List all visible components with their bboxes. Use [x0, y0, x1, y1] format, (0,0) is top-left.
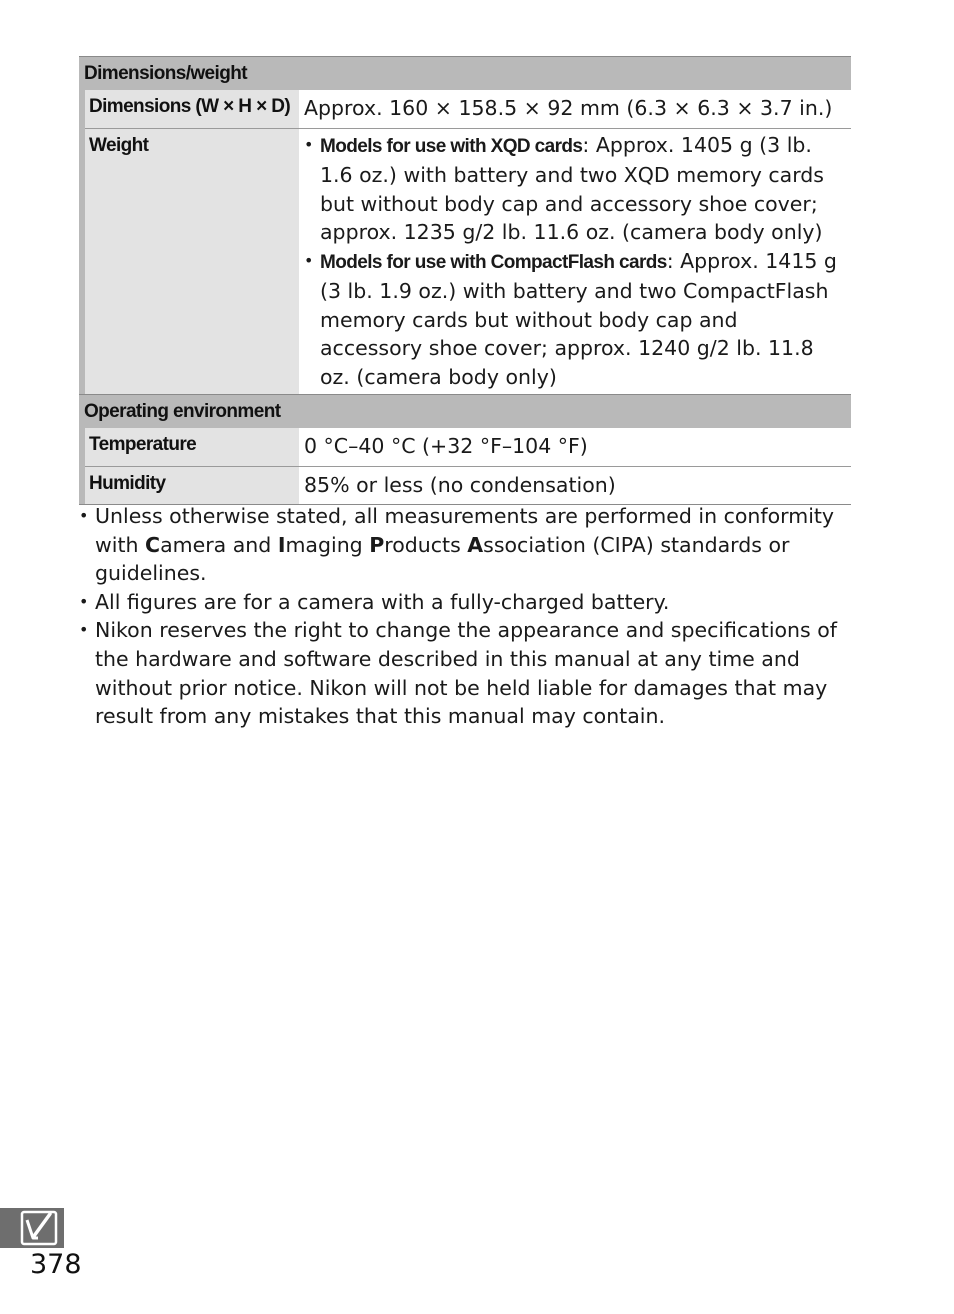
spec-value: 85% or less (no condensation)	[299, 466, 851, 505]
spec-row-weight	[79, 128, 851, 396]
dimensions-weight-table	[79, 56, 851, 396]
list-item	[304, 247, 845, 392]
spec-label: Temperature	[85, 428, 299, 466]
page-number: 378	[30, 1249, 82, 1280]
list-item: • Unless otherwise stated, all measurements are performed in conformity with Camera and Imaging Products Association (CIPA) standards or guidelines.	[79, 502, 851, 588]
spec-label: Dimensions (W × H × D)	[85, 90, 299, 128]
notes-list	[79, 502, 851, 731]
section-header-dimensions	[79, 57, 851, 91]
spec-label: Humidity	[85, 466, 299, 505]
technical-notes-icon-graphic	[0, 1208, 64, 1248]
spec-value: 0 °C–40 °C (+32 °F–104 °F)	[299, 428, 851, 466]
spec-row-temperature	[79, 428, 851, 466]
section-title: Operating environment	[79, 395, 851, 429]
spec-row-dimensions	[79, 90, 851, 128]
list-item	[304, 131, 845, 247]
weight-list	[304, 131, 845, 392]
spec-label: Weight	[85, 128, 299, 396]
spec-value	[299, 128, 851, 396]
spec-value: Approx. 160 × 158.5 × 92 mm (6.3 × 6.3 × 3.7 in.)	[299, 90, 851, 128]
item-text: : Approx. 1405 g (3 lb. 1.6 oz.) with battery and two XQD memory cards but without body cap and accessory shoe cover; approx. 1235 g/2 lb. 11.6 oz. (camera body only)	[320, 132, 824, 244]
item-text: : Approx. 1415 g (3 lb. 1.9 oz.) with battery and two CompactFlash memory cards but without body cap and accessory shoe cover; approx. 1240 g/2 lb. 11.8 oz. (camera body only)	[320, 248, 837, 389]
item-lead: Models for use with CompactFlash cards	[320, 251, 667, 273]
technical-notes-icon	[0, 1208, 64, 1248]
operating-environment-table	[79, 394, 851, 505]
spec-row-humidity	[79, 466, 851, 505]
list-item: • All figures are for a camera with a fully-charged battery.	[79, 588, 851, 617]
section-header-environment	[79, 395, 851, 429]
item-lead: Models for use with XQD cards	[320, 135, 583, 157]
section-title: Dimensions/weight	[79, 57, 851, 91]
list-item: • Nikon reserves the right to change the appearance and specifications of the hardware and software described in this manual at any time and without prior notice. Nikon will not be held liable for damages that may result from any mistakes that this manual may contain.	[79, 616, 851, 730]
